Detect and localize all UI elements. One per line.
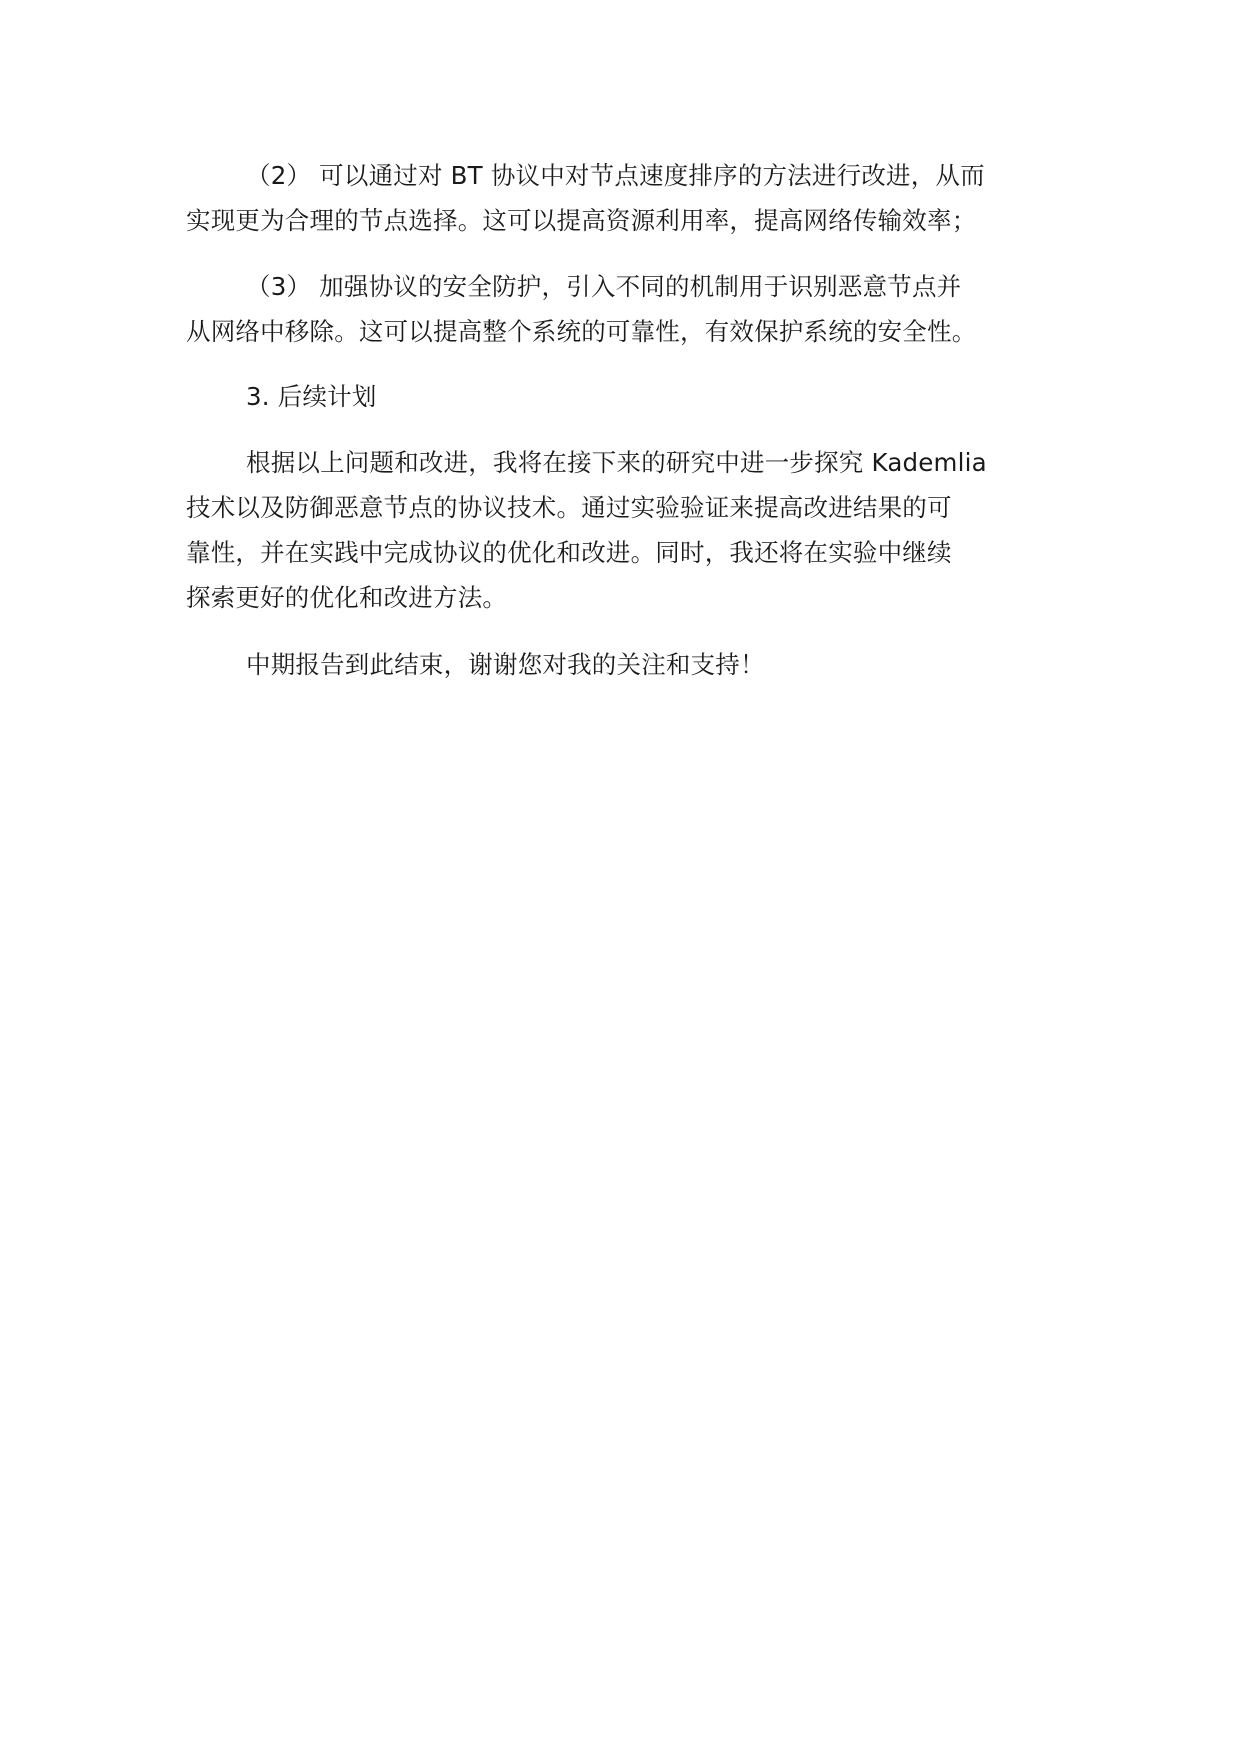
closing-paragraph: 中期报告到此结束，谢谢您对我的关注和支持！ <box>246 650 765 679</box>
plan-paragraph-line-2: 技术以及防御恶意节点的协议技术。通过实验验证来提高改进结果的可 <box>186 493 952 522</box>
plan-paragraph-line-1: 根据以上问题和改进，我将在接下来的研究中进一步探究 Kademlia <box>246 448 987 477</box>
item-2-line-2: 实现更为合理的节点选择。这可以提高资源利用率，提高网络传输效率； <box>186 206 977 235</box>
plan-paragraph-line-4: 探索更好的优化和改进方法。 <box>186 583 508 612</box>
item-3-line-1: （3） 加强协议的安全防护，引入不同的机制用于识别恶意节点并 <box>246 272 962 301</box>
item-2-line-1: （2） 可以通过对 BT 协议中对节点速度排序的方法进行改进，从而 <box>246 161 985 190</box>
item-3-line-2: 从网络中移除。这可以提高整个系统的可靠性，有效保护系统的安全性。 <box>186 317 977 346</box>
section-heading: 3. 后续计划 <box>246 382 377 411</box>
plan-paragraph-line-3: 靠性，并在实践中完成协议的优化和改进。同时，我还将在实验中继续 <box>186 538 952 567</box>
